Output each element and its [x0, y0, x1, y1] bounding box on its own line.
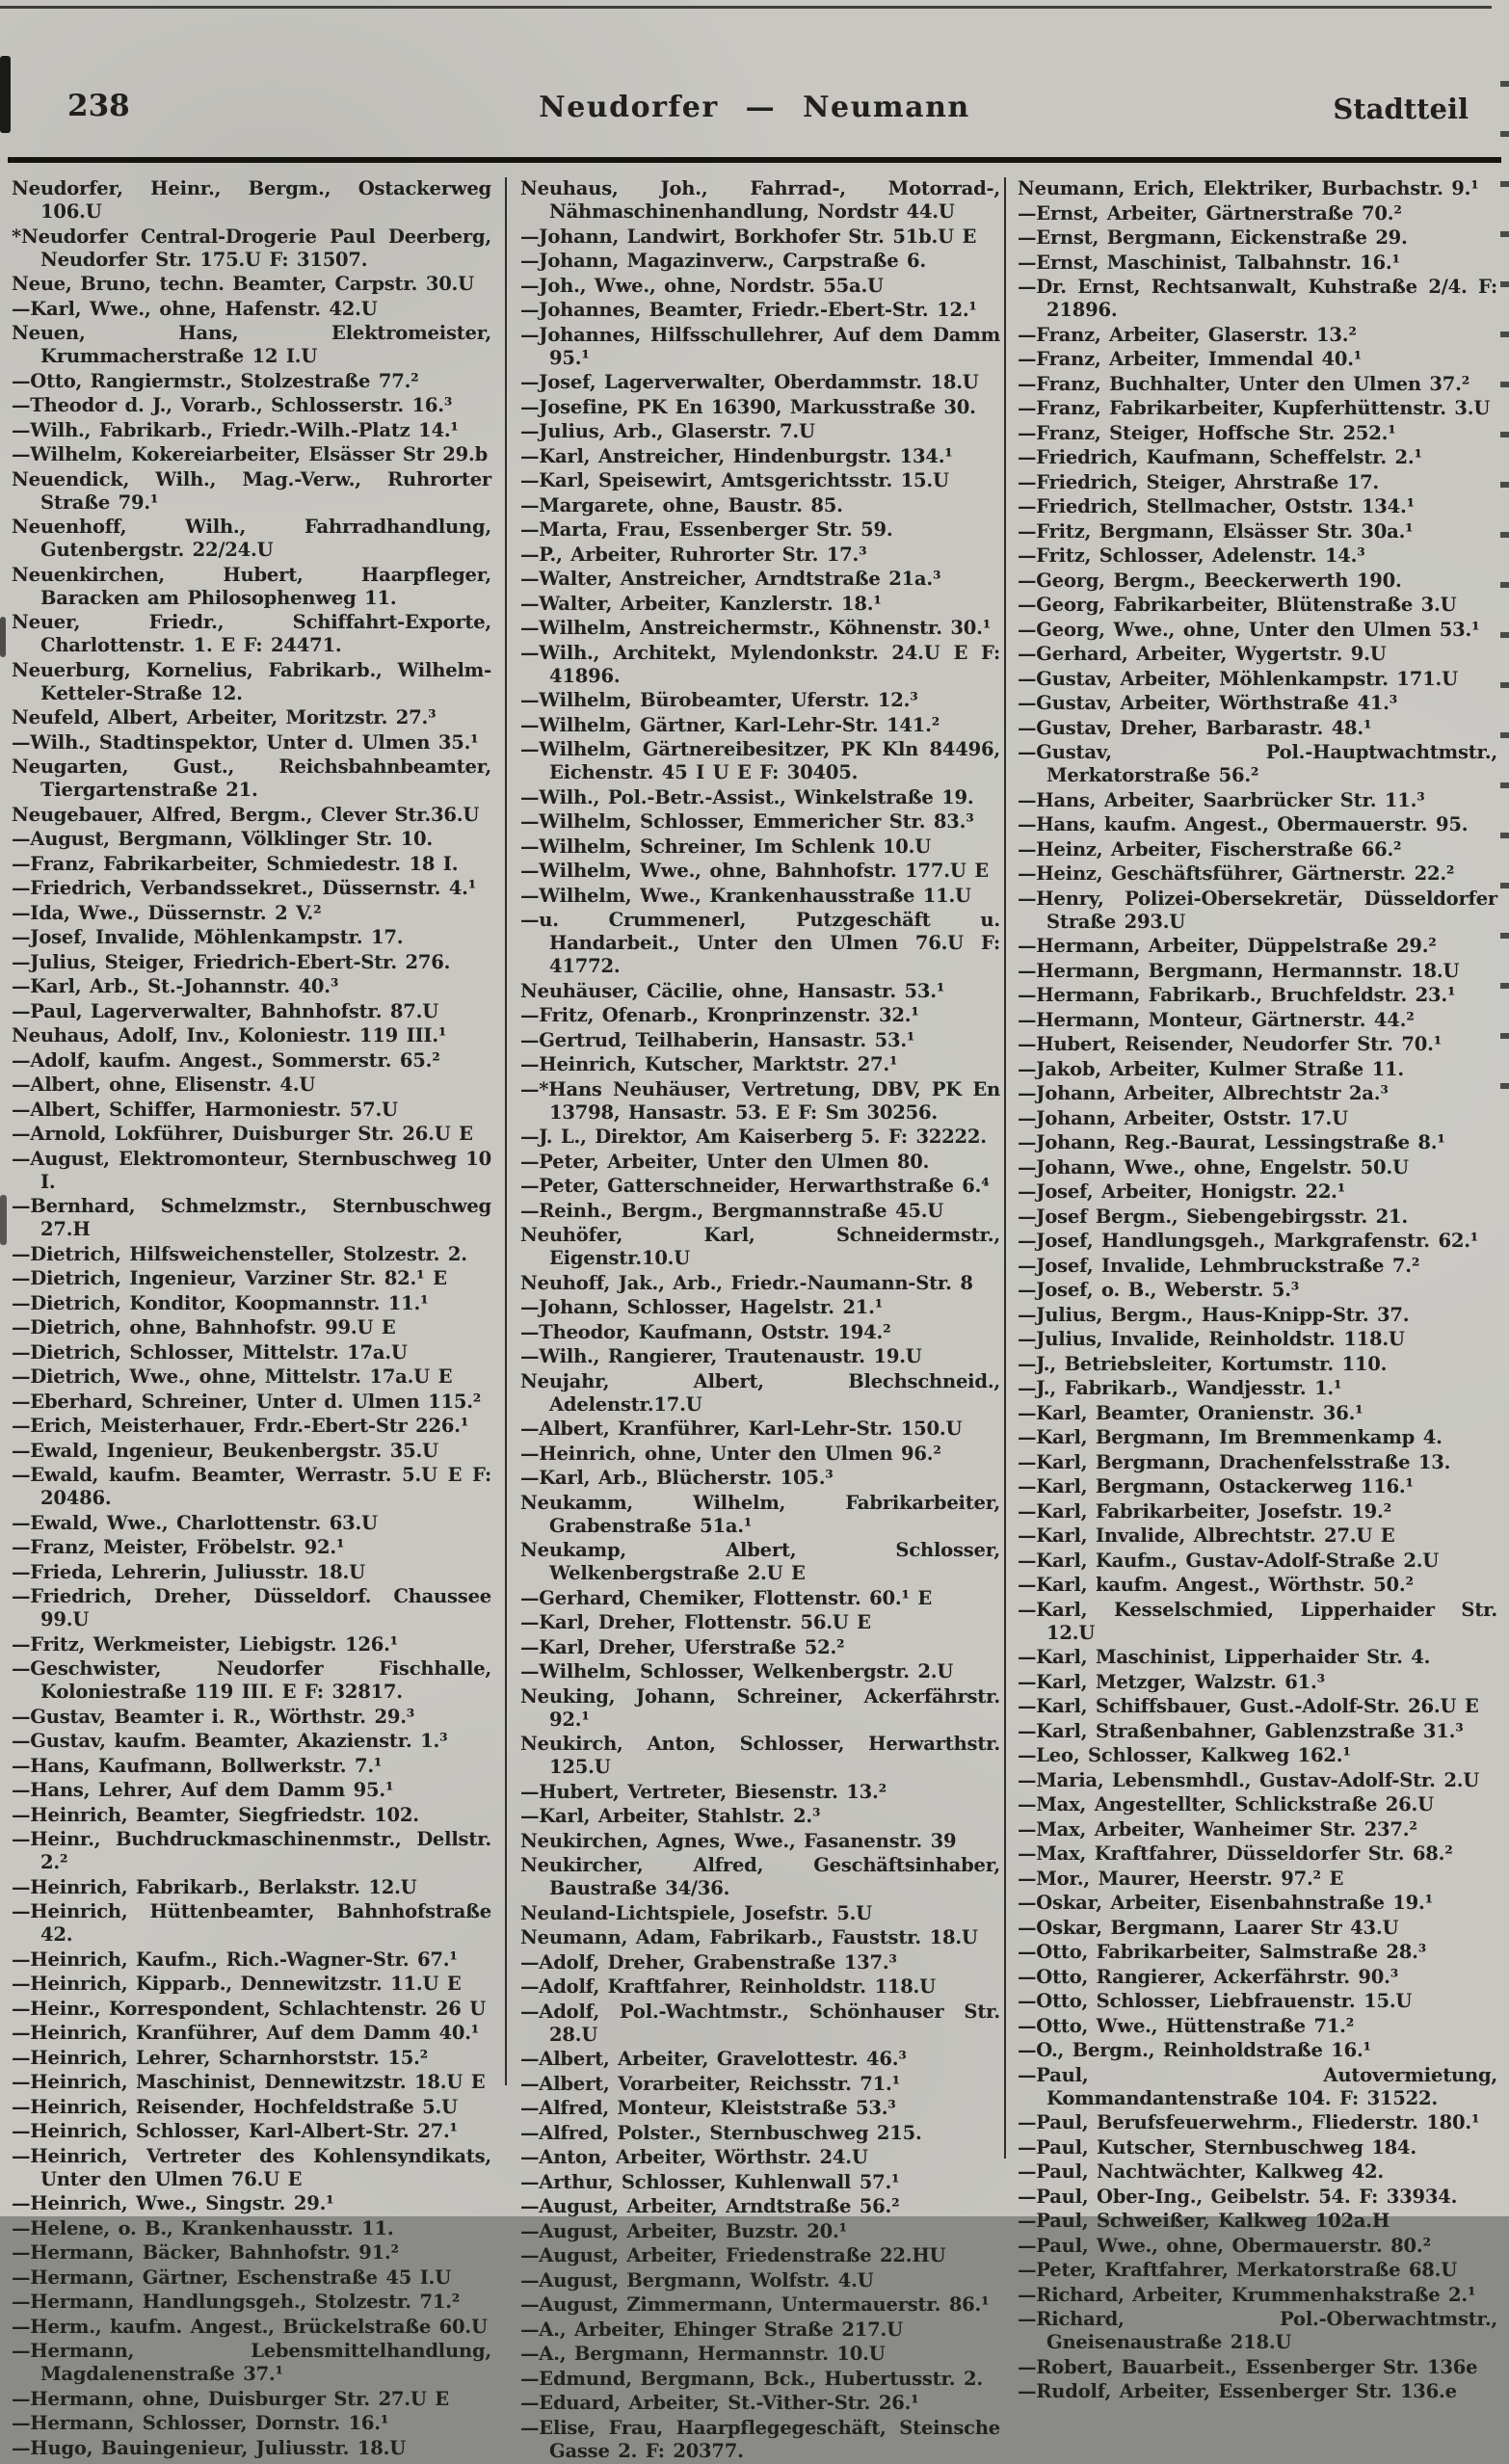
directory-entry: —Karl, Metzger, Walzstr. 61.³ [1018, 1670, 1325, 1693]
directory-entry: —Heinz, Geschäftsführer, Gärtnerstr. 22.² [1018, 862, 1455, 885]
scan-edge-marks [1500, 81, 1509, 1093]
directory-entry: —Joh., Wwe., ohne, Nordstr. 55a.U [520, 274, 884, 297]
directory-entry: —Adolf, kaufm. Angest., Sommerstr. 65.² [12, 1048, 440, 1072]
directory-entry: —Georg, Wwe., ohne, Unter den Ulmen 53.¹ [1018, 618, 1480, 641]
directory-entry: —Karl, Speisewirt, Amtsgerichtsstr. 15.U [520, 469, 949, 491]
directory-entry: —August, Arbeiter, Arndtstraße 56.² [520, 2195, 900, 2217]
directory-entry: Neuhaus, Adolf, Inv., Koloniestr. 119 III.¹ [12, 1024, 447, 1047]
directory-entry: —Paul, Nachtwächter, Kalkweg 42. [1018, 2160, 1384, 2183]
directory-entry: —August, Bergmann, Wolfstr. 4.U [520, 2268, 874, 2292]
directory-entry: —Hans, kaufm. Angest., Obermauerstr. 95. [1018, 813, 1469, 835]
directory-entry: —Richard, Pol.-Oberwachtmstr., Gneisenaustraße 218.U [1018, 2308, 1497, 2353]
directory-entry: —Franz, Meister, Fröbelstr. 92.¹ [12, 1536, 345, 1558]
directory-column-2 [520, 177, 1000, 2464]
directory-entry: —Hans, Lehrer, Auf dem Damm 95.¹ [12, 1779, 394, 1801]
directory-entry: Neugebauer, Alfred, Bergm., Clever Str.36.U [12, 803, 480, 826]
directory-entry: —Josef, Invalide, Lehmbruckstraße 7.² [1018, 1254, 1420, 1277]
directory-entry: —Eduard, Arbeiter, St.-Vither-Str. 26.¹ [520, 2392, 919, 2414]
directory-entry: —Reinh., Bergm., Bergmannstraße 45.U [520, 1199, 944, 1222]
directory-entry: Neuendick, Wilh., Mag.-Verw., Ruhrorter Straße 79.¹ [12, 467, 491, 514]
directory-entry: —A., Bergmann, Hermannstr. 10.U [520, 2343, 886, 2365]
directory-entry: —Gustav, Beamter i. R., Wörthstr. 29.³ [12, 1705, 415, 1728]
directory-entry: —Heinrich, Kranführer, Auf dem Damm 40.¹ [12, 2022, 480, 2044]
directory-entry: —Karl, Bergmann, Im Bremmenkamp 4. [1018, 1426, 1443, 1448]
directory-entry: —Wilhelm, Wwe., Krankenhausstraße 11.U [520, 884, 971, 907]
directory-entry: —Wilh., Pol.-Betr.-Assist., Winkelstraße 19. [520, 785, 974, 808]
directory-entry: —Heinrich, ohne, Unter den Ulmen 96.² [520, 1442, 941, 1465]
directory-entry: —Richard, Arbeiter, Krummenhakstraße 2.¹ [1018, 2283, 1476, 2306]
directory-entry: —Hermann, Handlungsgeh., Stolzestr. 71.² [12, 2291, 461, 2313]
directory-entry: —Gustav, Pol.-Hauptwachtmstr., Merkatorstraße 56.² [1018, 741, 1497, 786]
directory-entry: —Edmund, Bergmann, Bck., Hubertusstr. 2. [520, 2367, 983, 2390]
directory-entry: —Anton, Arbeiter, Wörthstr. 24.U [520, 2146, 868, 2168]
directory-entry: —Friedrich, Dreher, Düsseldorf. Chaussee 99.U [12, 1585, 491, 1630]
directory-entry: —August, Arbeiter, Friedenstraße 22.HU [520, 2244, 946, 2266]
directory-entry: —Georg, Fabrikarbeiter, Blütenstraße 3.U [1018, 594, 1457, 616]
directory-entry: —Jakob, Arbeiter, Kulmer Straße 11. [1018, 1057, 1404, 1080]
directory-entry: —Wilh., Rangierer, Trautenaustr. 19.U [520, 1345, 922, 1367]
directory-entry: —Otto, Wwe., Hüttenstraße 71.² [1018, 2014, 1355, 2037]
directory-entry: —Johann, Schlosser, Hagelstr. 21.¹ [520, 1296, 884, 1318]
directory-entry: —Herm., kaufm. Angest., Brückelstraße 60.U [12, 2315, 488, 2338]
directory-entry: —Ewald, Ingenieur, Beukenbergstr. 35.U [12, 1439, 438, 1462]
directory-entry: —Heinrich, Lehrer, Scharnhorststr. 15.² [12, 2046, 429, 2069]
directory-entry: Neue, Bruno, techn. Beamter, Carpstr. 30.U [12, 273, 474, 295]
directory-entry: —Karl, Anstreicher, Hindenburgstr. 134.¹ [520, 444, 953, 467]
column-divider [1004, 177, 1006, 2159]
directory-entry: Neuenhoff, Wilh., Fahrradhandlung, Gutenbergstr. 22/24.U [12, 516, 491, 561]
directory-entry: —Otto, Rangierer, Ackerfährstr. 90.³ [1018, 1965, 1399, 1988]
directory-entry: —Heinrich, Beamter, Siegfriedstr. 102. [12, 1803, 419, 1826]
directory-entry: Neuen, Hans, Elektromeister, Krummacherstraße 12 I.U [12, 322, 491, 367]
directory-entry: —Rudolf, Arbeiter, Essenberger Str. 136.e [1018, 2380, 1457, 2402]
directory-entry: —*Hans Neuhäuser, Vertretung, DBV, PK En 13798, Hansastr. 53. E F: Sm 30256. [520, 1077, 1000, 1124]
directory-entry: —Karl, Arb., St.-Johannstr. 40.³ [12, 975, 339, 997]
directory-entry: —Fritz, Schlosser, Adelenstr. 14.³ [1018, 544, 1365, 567]
directory-entry: —Eberhard, Schreiner, Unter d. Ulmen 115.² [12, 1390, 482, 1413]
directory-entry: —Heinrich, Kaufm., Rich.-Wagner-Str. 67.¹ [12, 1947, 458, 1971]
directory-column-1 [12, 177, 491, 2461]
directory-entry: —Julius, Bergm., Haus-Knipp-Str. 37. [1018, 1303, 1410, 1326]
directory-entry: Neudorfer, Heinr., Bergm., Ostackerweg 106.U [12, 177, 491, 223]
directory-entry: —Peter, Gatterschneider, Herwarthstraße 6.⁴ [520, 1175, 990, 1197]
directory-entry: —Karl, Maschinist, Lipperhaider Str. 4. [1018, 1646, 1431, 1668]
directory-entry: —Friedrich, Steiger, Ahrstraße 17. [1018, 470, 1380, 493]
directory-entry: —Franz, Buchhalter, Unter den Ulmen 37.² [1018, 372, 1470, 395]
directory-entry: —Gustav, Arbeiter, Wörthstraße 41.³ [1018, 692, 1398, 714]
directory-entry: —Franz, Fabrikarbeiter, Schmiedestr. 18 I. [12, 852, 459, 875]
directory-entry: —Theodor, Kaufmann, Oststr. 194.² [520, 1320, 891, 1343]
directory-entry: —Ernst, Arbeiter, Gärtnerstraße 70.² [1018, 201, 1402, 225]
page-header-title: Neudorfer — Neumann [539, 91, 970, 124]
directory-entry: —Oskar, Bergmann, Laarer Str 43.U [1018, 1916, 1399, 1939]
directory-entry: —Johann, Wwe., ohne, Engelstr. 50.U [1018, 1155, 1409, 1179]
directory-entry: —Albert, Kranführer, Karl-Lehr-Str. 150.U [520, 1417, 963, 1440]
directory-entry: Neukircher, Alfred, Geschäftsinhaber, Baustraße 34/36. [520, 1854, 1000, 1899]
scan-artifact [0, 1195, 7, 1245]
directory-entry: —Karl, Kaufm., Gustav-Adolf-Straße 2.U [1018, 1549, 1440, 1572]
directory-entry: —Heinrich, Reisender, Hochfeldstraße 5.U [12, 2095, 458, 2118]
directory-entry: Neuhaus, Joh., Fahrrad-, Motorrad-, Nähmaschinenhandlung, Nordstr 44.U [520, 177, 1000, 223]
directory-entry: Neukirchen, Agnes, Wwe., Fasanenstr. 39 [520, 1829, 957, 1852]
directory-column-3 [1018, 177, 1497, 2405]
directory-entry: —Max, Kraftfahrer, Düsseldorfer Str. 68.² [1018, 1842, 1453, 1865]
directory-entry: —Karl, Kesselschmied, Lipperhaider Str. 12.U [1018, 1598, 1497, 1644]
directory-entry: —Josef, o. B., Weberstr. 5.³ [1018, 1279, 1300, 1301]
directory-entry: Neuking, Johann, Schreiner, Ackerfährstr. 92.¹ [520, 1684, 1000, 1731]
directory-entry: —P., Arbeiter, Ruhrorter Str. 17.³ [520, 543, 867, 566]
directory-entry: Neumann, Adam, Fabrikarb., Fauststr. 18.U [520, 1926, 978, 1948]
directory-entry: —Hubert, Vertreter, Biesenstr. 13.² [520, 1780, 887, 1803]
directory-entry: —Wilhelm, Schlosser, Emmericher Str. 83.³ [520, 810, 974, 833]
directory-entry: —Geschwister, Neudorfer Fischhalle, Koloniestraße 119 III. E F: 32817. [12, 1657, 491, 1703]
directory-entry: —Paul, Schweißer, Kalkweg 102a.H [1018, 2210, 1390, 2232]
scan-artifact [0, 617, 6, 657]
directory-entry: —Heinrich, Wwe., Singstr. 29.¹ [12, 2192, 334, 2214]
directory-entry: —Adolf, Kraftfahrer, Reinholdstr. 118.U [520, 1975, 936, 1998]
directory-entry: —Wilhelm, Schreiner, Im Schlenk 10.U [520, 835, 932, 858]
directory-entry: Neuhäuser, Cäcilie, ohne, Hansastr. 53.¹ [520, 979, 945, 1002]
directory-entry: —Heinz, Arbeiter, Fischerstraße 66.² [1018, 837, 1402, 861]
directory-entry: —Wilhelm, Anstreichermstr., Köhnenstr. 30.¹ [520, 617, 992, 639]
directory-entry: —Wilhelm, Kokereiarbeiter, Elsässer Str 29.b [12, 443, 489, 465]
directory-entry: —Hermann, Monteur, Gärtnerstr. 44.² [1018, 1008, 1415, 1031]
directory-entry: —J., Fabrikarb., Wandjesstr. 1.¹ [1018, 1377, 1342, 1399]
directory-entry: —Johann, Magazinverw., Carpstraße 6. [520, 250, 926, 272]
directory-entry: —Otto, Fabrikarbeiter, Salmstraße 28.³ [1018, 1941, 1427, 1963]
directory-entry: —Robert, Bauarbeit., Essenberger Str. 136e [1018, 2355, 1478, 2378]
directory-entry: —J., Betriebsleiter, Kortumstr. 110. [1018, 1352, 1388, 1375]
directory-entry: —Friedrich, Verbandssekret., Düssernstr. 4.¹ [12, 877, 477, 899]
page-number: 238 [67, 89, 130, 123]
directory-entry: —Ewald, Wwe., Charlottenstr. 63.U [12, 1511, 378, 1534]
directory-entry: —Josef, Lagerverwalter, Oberdammstr. 18.U [520, 371, 979, 393]
directory-entry: —Margarete, ohne, Baustr. 85. [520, 493, 843, 517]
directory-entry: Neuer, Friedr., Schiffahrt-Exporte, Charlottenstr. 1. E F: 24471. [12, 611, 491, 656]
directory-entry: —Karl, Wwe., ohne, Hafenstr. 42.U [12, 297, 378, 320]
directory-entry: —Heinr., Buchdruckmaschinenmstr., Dellstr. 2.² [12, 1828, 491, 1873]
directory-entry: —Hermann, Arbeiter, Düppelstraße 29.² [1018, 935, 1437, 957]
directory-entry: —Wilhelm, Bürobeamter, Uferstr. 12.³ [520, 689, 918, 711]
directory-entry: Neukamp, Albert, Schlosser, Welkenbergstraße 2.U E [520, 1539, 1000, 1584]
directory-entry: —Erich, Meisterhauer, Frdr.-Ebert-Str 226.¹ [12, 1415, 469, 1437]
directory-entry: —Frieda, Lehrerin, Juliusstr. 18.U [12, 1560, 365, 1583]
directory-entry: —J. L., Direktor, Am Kaiserberg 5. F: 32222. [520, 1126, 987, 1148]
directory-entry: —Franz, Arbeiter, Glaserstr. 13.² [1018, 323, 1357, 346]
directory-entry: —Ewald, kaufm. Beamter, Werrastr. 5.U E F: 20486. [12, 1464, 491, 1509]
directory-entry: —Josef, Arbeiter, Honigstr. 22.¹ [1018, 1180, 1346, 1203]
directory-entry: —Hermann, Gärtner, Eschenstraße 45 I.U [12, 2265, 452, 2289]
directory-entry: —Adolf, Pol.-Wachtmstr., Schönhauser Str. 28.U [520, 2000, 1000, 2046]
directory-entry: —Friedrich, Stellmacher, Oststr. 134.¹ [1018, 495, 1415, 517]
directory-entry: —Gustav, Arbeiter, Möhlenkampstr. 171.U [1018, 667, 1458, 690]
directory-entry: Neuhöfer, Karl, Schneidermstr., Eigenstr.10.U [520, 1224, 1000, 1269]
directory-entry: —August, Arbeiter, Buzstr. 20.¹ [520, 2219, 847, 2242]
directory-entry: —Walter, Anstreicher, Arndtstraße 21a.³ [520, 568, 941, 590]
directory-entry: —Dr. Ernst, Rechtsanwalt, Kuhstraße 2/4. F: 21896. [1018, 276, 1497, 321]
directory-entry: —Hermann, Lebensmittelhandlung, Magdalenenstraße 37.¹ [12, 2340, 491, 2385]
directory-entry: —Karl, Bergmann, Drachenfelsstraße 13. [1018, 1450, 1451, 1473]
directory-entry: —Heinr., Korrespondent, Schlachtenstr. 26 U [12, 1997, 487, 2020]
directory-entry: —Ernst, Bergmann, Eickenstraße 29. [1018, 226, 1408, 249]
directory-entry: —Karl, Fabrikarbeiter, Josefstr. 19.² [1018, 1499, 1391, 1523]
directory-entry: —Marta, Frau, Essenberger Str. 59. [520, 518, 893, 541]
directory-entry: —Heinrich, Kipparb., Dennewitzstr. 11.U E [12, 1973, 462, 1995]
header-rule [8, 157, 1501, 163]
directory-entry: —Ernst, Maschinist, Talbahnstr. 16.¹ [1018, 251, 1400, 274]
directory-entry: —Hermann, Bäcker, Bahnhofstr. 91.² [12, 2241, 399, 2264]
directory-entry: —Arnold, Lokführer, Duisburger Str. 26.U E [12, 1123, 473, 1145]
directory-entry: —Theodor d. J., Vorarb., Schlosserstr. 16.³ [12, 394, 453, 416]
directory-entry: —Gertrud, Teilhaberin, Hansastr. 53.¹ [520, 1028, 915, 1051]
directory-entry: —Karl, Straßenbahner, Gablenzstraße 31.³ [1018, 1719, 1464, 1742]
directory-entry: —Paul, Ober-Ing., Geibelstr. 54. F: 33934. [1018, 2185, 1458, 2208]
directory-entry: —Paul, Kutscher, Sternbuschweg 184. [1018, 2135, 1416, 2159]
directory-entry: —Mor., Maurer, Heerstr. 97.² E [1018, 1867, 1344, 1890]
directory-entry: —Heinrich, Fabrikarb., Berlakstr. 12.U [12, 1875, 417, 1898]
directory-entry: —Peter, Arbeiter, Unter den Ulmen 80. [520, 1150, 930, 1173]
directory-entry: —Johann, Arbeiter, Albrechtstr 2a.³ [1018, 1082, 1389, 1104]
directory-entry: —Hermann, Fabrikarb., Bruchfeldstr. 23.¹ [1018, 984, 1456, 1006]
directory-entry: —Julius, Invalide, Reinholdstr. 118.U [1018, 1328, 1405, 1350]
directory-entry: —Friedrich, Kaufmann, Scheffelstr. 2.¹ [1018, 446, 1422, 468]
directory-entry: —Helene, o. B., Krankenhausstr. 11. [12, 2216, 394, 2239]
directory-entry: —Georg, Bergm., Beeckerwerth 190. [1018, 569, 1402, 592]
directory-entry: —August, Bergmann, Völklinger Str. 10. [12, 828, 434, 850]
directory-entry: —Karl, Arb., Blücherstr. 105.³ [520, 1467, 834, 1489]
directory-entry: —Wilhelm, Gärtner, Karl-Lehr-Str. 141.² [520, 713, 940, 736]
directory-entry: —Hans, Arbeiter, Saarbrücker Str. 11.³ [1018, 788, 1425, 811]
directory-entry: —Hans, Kaufmann, Bollwerkstr. 7.¹ [12, 1754, 383, 1777]
directory-entry: —Johann, Landwirt, Borkhofer Str. 51b.U E [520, 225, 977, 248]
directory-entry: —Albert, ohne, Elisenstr. 4.U [12, 1073, 316, 1096]
directory-entry: —Max, Arbeiter, Wanheimer Str. 237.² [1018, 1817, 1417, 1841]
directory-entry: Neukirch, Anton, Schlosser, Herwarthstr. 125.U [520, 1733, 1000, 1778]
scan-edge-line [0, 6, 1492, 9]
directory-entry: —Otto, Rangiermstr., Stolzestraße 77.² [12, 369, 419, 392]
directory-entry: —Gustav, Dreher, Barbarastr. 48.¹ [1018, 716, 1372, 739]
directory-entry: —Heinrich, Hüttenbeamter, Bahnhofstraße 42. [12, 1900, 491, 1946]
directory-entry: —Johann, Reg.-Baurat, Lessingstraße 8.¹ [1018, 1131, 1445, 1153]
directory-entry: —Arthur, Schlosser, Kuhlenwall 57.¹ [520, 2170, 900, 2193]
directory-entry: —Fritz, Bergmann, Elsässer Str. 30a.¹ [1018, 519, 1414, 543]
directory-entry: —Dietrich, Schlosser, Mittelstr. 17a.U [12, 1340, 408, 1364]
directory-entry: Neuhoff, Jak., Arb., Friedr.-Naumann-Str. 8 [520, 1271, 973, 1294]
directory-entry: —Wilh., Fabrikarb., Friedr.-Wilh.-Platz 14.¹ [12, 418, 459, 441]
directory-entry: —Henry, Polizei-Obersekretär, Düsseldorfer Straße 293.U [1018, 887, 1497, 933]
directory-entry: —Alfred, Monteur, Kleiststraße 53.³ [520, 2097, 896, 2119]
directory-entry: —Heinrich, Maschinist, Dennewitzstr. 18.U E [12, 2071, 486, 2093]
directory-entry: —Albert, Arbeiter, Gravelottestr. 46.³ [520, 2048, 907, 2070]
directory-entry: —Hermann, Schlosser, Dornstr. 16.¹ [12, 2412, 389, 2434]
directory-entry: —Karl, Invalide, Albrechtstr. 27.U E [1018, 1524, 1395, 1547]
directory-entry: —August, Zimmermann, Untermauerstr. 86.¹ [520, 2293, 990, 2316]
directory-entry: —Karl, Dreher, Flottenstr. 56.U E [520, 1611, 871, 1633]
directory-entry: —Karl, Arbeiter, Stahlstr. 2.³ [520, 1805, 821, 1827]
directory-entry: —Johannes, Beamter, Friedr.-Ebert-Str. 12.¹ [520, 299, 977, 321]
directory-entry: *Neudorfer Central-Drogerie Paul Deerberg, Neudorfer Str. 175.U F: 31507. [12, 225, 491, 271]
directory-entry: Neugarten, Gust., Reichsbahnbeamter, Tiergartenstraße 21. [12, 755, 491, 801]
directory-entry: —Johannes, Hilfsschullehrer, Auf dem Damm 95.¹ [520, 323, 1000, 369]
directory-entry: —Paul, Lagerverwalter, Bahnhofstr. 87.U [12, 999, 439, 1022]
directory-entry: —Karl, Dreher, Uferstraße 52.² [520, 1635, 845, 1658]
directory-entry: —Josefine, PK En 16390, Markusstraße 30. [520, 395, 976, 418]
directory-entry: Neujahr, Albert, Blechschneid., Adelenstr.17.U [520, 1369, 1000, 1416]
directory-entry: —Gerhard, Arbeiter, Wygertstr. 9.U [1018, 643, 1387, 665]
directory-entry: —Julius, Steiger, Friedrich-Ebert-Str. 276. [12, 950, 451, 973]
directory-entry: —Fritz, Ofenarb., Kronprinzenstr. 32.¹ [520, 1004, 919, 1026]
directory-entry: —Wilhelm, Schlosser, Welkenbergstr. 2.U [520, 1660, 954, 1682]
directory-entry: —Dietrich, ohne, Bahnhofstr. 99.U E [12, 1316, 396, 1338]
directory-entry: —Gerhard, Chemiker, Flottenstr. 60.¹ E [520, 1586, 933, 1609]
directory-entry: —Karl, Beamter, Oranienstr. 36.¹ [1018, 1401, 1363, 1424]
page-header-right-label: Stadtteil [1333, 93, 1469, 125]
directory-entry: —Paul, Autovermietung, Kommandantenstraße 104. F: 31522. [1018, 2063, 1497, 2109]
directory-entry: —Heinrich, Vertreter des Kohlensyndikats, Unter den Ulmen 76.U E [12, 2144, 491, 2190]
directory-entry: Neuenkirchen, Hubert, Haarpfleger, Baracken am Philosophenweg 11. [12, 563, 491, 609]
directory-entry: —Heinrich, Schlosser, Karl-Albert-Str. 27.¹ [12, 2120, 458, 2142]
directory-entry: —Hermann, ohne, Duisburger Str. 27.U E [12, 2387, 449, 2410]
directory-entry: —Karl, kaufm. Angest., Wörthstr. 50.² [1018, 1574, 1414, 1596]
directory-entry: —O., Bergm., Reinholdstraße 16.¹ [1018, 2039, 1371, 2061]
directory-entry: —Otto, Schlosser, Liebfrauenstr. 15.U [1018, 1990, 1413, 2012]
directory-entry: —Peter, Kraftfahrer, Merkatorstraße 68.U [1018, 2259, 1457, 2281]
directory-entry: —Gustav, kaufm. Beamter, Akazienstr. 1.³ [12, 1730, 448, 1752]
directory-entry: Neumann, Erich, Elektriker, Burbachstr. 9.¹ [1018, 177, 1479, 199]
directory-entry: —Karl, Schiffsbauer, Gust.-Adolf-Str. 26.U E [1018, 1695, 1479, 1717]
directory-entry: —Franz, Fabrikarbeiter, Kupferhüttenstr. 3.U [1018, 397, 1491, 419]
directory-entry: —Paul, Wwe., ohne, Obermauerstr. 80.² [1018, 2234, 1431, 2257]
directory-entry: —Fritz, Werkmeister, Liebigstr. 126.¹ [12, 1632, 398, 1656]
directory-entry: —Adolf, Dreher, Grabenstraße 137.³ [520, 1950, 897, 1974]
directory-entry: —Ida, Wwe., Düssernstr. 2 V.² [12, 901, 322, 924]
directory-entry: Neuerburg, Kornelius, Fabrikarb., Wilhelm-Ketteler-Straße 12. [12, 658, 491, 704]
directory-entry: —A., Arbeiter, Ehinger Straße 217.U [520, 2318, 903, 2341]
directory-entry: —Alfred, Polster., Sternbuschweg 215. [520, 2121, 922, 2144]
directory-entry: —Julius, Arb., Glaserstr. 7.U [520, 420, 815, 442]
directory-entry: —Johann, Arbeiter, Oststr. 17.U [1018, 1106, 1348, 1129]
directory-entry: Neufeld, Albert, Arbeiter, Moritzstr. 27.³ [12, 706, 437, 729]
directory-entry: —Dietrich, Wwe., ohne, Mittelstr. 17a.U E [12, 1365, 453, 1388]
directory-entry: —Wilhelm, Gärtnereibesitzer, PK Kln 84496, Eichenstr. 45 I U E F: 30405. [520, 738, 1000, 783]
directory-entry: —Josef Bergm., Siebengebirgsstr. 21. [1018, 1205, 1408, 1228]
directory-entry: —Dietrich, Ingenieur, Varziner Str. 82.¹ E [12, 1267, 447, 1289]
directory-entry: —Karl, Bergmann, Ostackerweg 116.¹ [1018, 1475, 1414, 1497]
directory-entry: —Walter, Arbeiter, Kanzlerstr. 18.¹ [520, 592, 882, 615]
directory-entry: —Dietrich, Konditor, Koopmannstr. 11.¹ [12, 1291, 429, 1314]
directory-entry: —August, Elektromonteur, Sternbuschweg 10 I. [12, 1147, 491, 1193]
directory-entry: —Josef, Handlungsgeh., Markgrafenstr. 62.¹ [1018, 1230, 1479, 1252]
directory-entry: —Hubert, Reisender, Neudorfer Str. 70.¹ [1018, 1033, 1443, 1055]
directory-entry: —Albert, Schiffer, Harmoniestr. 57.U [12, 1098, 398, 1121]
column-divider [505, 177, 507, 2085]
directory-entry: —Josef, Invalide, Möhlenkampstr. 17. [12, 926, 404, 948]
directory-entry: —Oskar, Arbeiter, Eisenbahnstraße 19.¹ [1018, 1892, 1433, 1914]
directory-entry: —Wilh., Stadtinspektor, Unter d. Ulmen 35.¹ [12, 730, 479, 754]
directory-entry: —u. Crummenerl, Putzgeschäft u. Handarbeit., Unter den Ulmen 76.U F: 41772. [520, 909, 1000, 977]
directory-entry: —Max, Angestellter, Schlickstraße 26.U [1018, 1793, 1434, 1815]
directory-entry: —Albert, Vorarbeiter, Reichsstr. 71.¹ [520, 2072, 900, 2095]
directory-entry: —Maria, Lebensmhdl., Gustav-Adolf-Str. 2.U [1018, 1768, 1480, 1791]
directory-entry: —Hermann, Bergmann, Hermannstr. 18.U [1018, 959, 1460, 982]
directory-entry: —Bernhard, Schmelzmstr., Sternbuschweg 27.H [12, 1195, 491, 1240]
directory-entry: Neuland-Lichtspiele, Josefstr. 5.U [520, 1901, 872, 1924]
directory-entry: —Elise, Frau, Haarpflegegeschäft, Steinsche Gasse 2. F: 20377. [520, 2416, 1000, 2462]
directory-entry: —Dietrich, Hilfsweichensteller, Stolzestr. 2. [12, 1242, 467, 1265]
directory-entry: —Paul, Berufsfeuerwehrm., Fliederstr. 180.¹ [1018, 2111, 1480, 2133]
directory-entry: —Heinrich, Kutscher, Marktstr. 27.¹ [520, 1053, 898, 1075]
directory-entry: Neukamm, Wilhelm, Fabrikarbeiter, Grabenstraße 51a.¹ [520, 1491, 1000, 1537]
directory-entry: —Wilhelm, Wwe., ohne, Bahnhofstr. 177.U E [520, 860, 989, 882]
directory-entry: —Franz, Arbeiter, Immendal 40.¹ [1018, 348, 1363, 370]
directory-entry: —Hugo, Bauingenieur, Juliusstr. 18.U [12, 2436, 406, 2459]
directory-entry: —Franz, Steiger, Hoffsche Str. 252.¹ [1018, 421, 1396, 444]
directory-entry: —Wilh., Architekt, Mylendonkstr. 24.U E F: 41896. [520, 641, 1000, 687]
directory-entry: —Leo, Schlosser, Kalkweg 162.¹ [1018, 1744, 1351, 1766]
